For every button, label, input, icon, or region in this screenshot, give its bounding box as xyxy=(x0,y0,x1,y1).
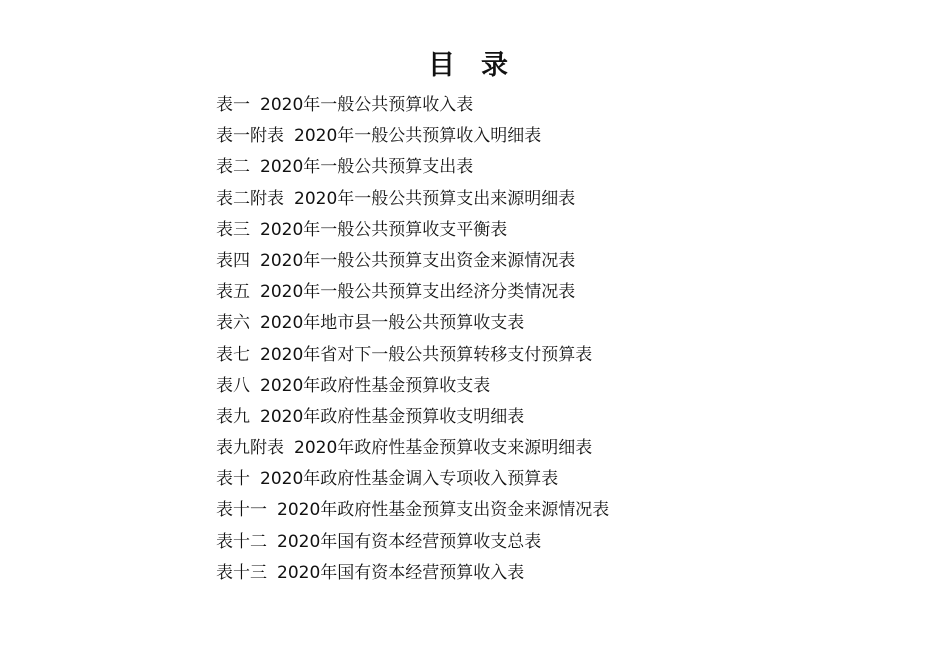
toc-item-name: 2020年政府性基金预算支出资金来源情况表 xyxy=(277,500,610,521)
toc-item-2[interactable] xyxy=(216,121,609,152)
toc-item-name: 2020年一般公共预算支出表 xyxy=(260,157,474,178)
toc-item-1[interactable] xyxy=(216,90,609,121)
toc-item-label: 表六 xyxy=(216,313,250,334)
toc-item-label: 表二 xyxy=(216,157,250,178)
toc-item-15[interactable] xyxy=(216,527,609,558)
title-char-2: 录 xyxy=(481,50,508,81)
toc-item-name: 2020年一般公共预算支出经济分类情况表 xyxy=(260,282,576,303)
toc-item-6[interactable] xyxy=(216,246,609,277)
toc-item-label: 表七 xyxy=(216,344,250,365)
toc-item-name: 2020年国有资本经营预算收入表 xyxy=(277,562,525,583)
toc-item-name: 2020年一般公共预算支出资金来源情况表 xyxy=(260,250,576,271)
toc-item-label: 表一附表 xyxy=(216,126,284,147)
toc-item-name: 2020年政府性基金调入专项收入预算表 xyxy=(260,469,559,490)
toc-item-name: 2020年地市县一般公共预算收支表 xyxy=(260,313,525,334)
toc-item-label: 表十 xyxy=(216,469,250,490)
toc-item-name: 2020年政府性基金预算收支来源明细表 xyxy=(294,438,593,459)
toc-item-name: 2020年一般公共预算收支平衡表 xyxy=(260,219,508,240)
toc-item-12[interactable] xyxy=(216,433,609,464)
toc-item-9[interactable] xyxy=(216,340,609,371)
toc-list xyxy=(216,90,609,589)
title-char-1: 目 xyxy=(428,50,455,81)
toc-item-label: 表二附表 xyxy=(216,188,284,209)
toc-item-label: 表四 xyxy=(216,250,250,271)
toc-item-label: 表九附表 xyxy=(216,438,284,459)
toc-item-4[interactable] xyxy=(216,184,609,215)
toc-item-7[interactable] xyxy=(216,277,609,308)
toc-item-3[interactable] xyxy=(216,152,609,183)
toc-item-label: 表一 xyxy=(216,95,250,115)
toc-item-11[interactable] xyxy=(216,402,609,433)
toc-item-label: 表八 xyxy=(216,375,250,396)
toc-item-name: 2020年政府性基金预算收支明细表 xyxy=(260,406,525,427)
toc-item-label: 表三 xyxy=(216,219,250,240)
toc-item-name: 2020年国有资本经营预算收支总表 xyxy=(277,531,542,552)
toc-item-label: 表九 xyxy=(216,406,250,427)
toc-item-name: 2020年省对下一般公共预算转移支付预算表 xyxy=(260,344,593,365)
toc-item-name: 2020年一般公共预算收入明细表 xyxy=(294,126,542,147)
toc-item-5[interactable] xyxy=(216,215,609,246)
toc-item-label: 表十三 xyxy=(216,562,267,583)
toc-item-8[interactable] xyxy=(216,308,609,339)
toc-item-name: 2020年一般公共预算收入表 xyxy=(260,95,474,115)
toc-item-label: 表十一 xyxy=(216,500,267,521)
toc-item-10[interactable] xyxy=(216,371,609,402)
toc-item-label: 表五 xyxy=(216,282,250,303)
toc-item-13[interactable] xyxy=(216,464,609,495)
toc-item-14[interactable] xyxy=(216,495,609,526)
toc-item-name: 2020年一般公共预算支出来源明细表 xyxy=(294,188,576,209)
toc-item-name: 2020年政府性基金预算收支表 xyxy=(260,375,491,396)
toc-item-label: 表十二 xyxy=(216,531,267,552)
page-title xyxy=(0,46,936,86)
toc-item-16[interactable] xyxy=(216,558,609,589)
